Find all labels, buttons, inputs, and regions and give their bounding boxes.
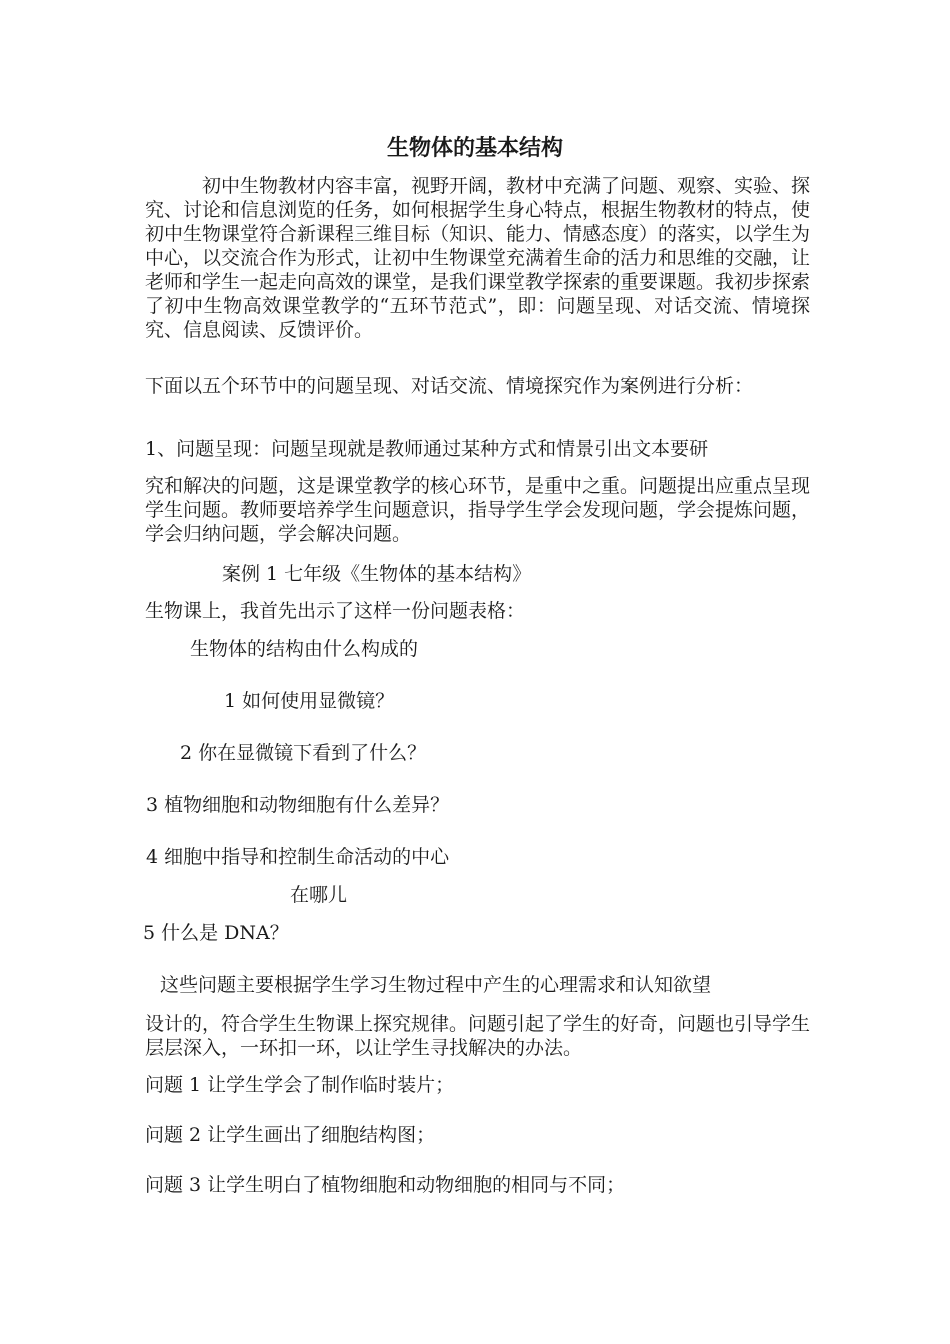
result-2: 问题 2 让学生画出了细胞结构图； — [145, 1124, 436, 1146]
result-3: 问题 3 让学生明白了植物细胞和动物细胞的相同与不同； — [145, 1174, 626, 1196]
question-3: 3 植物细胞和动物细胞有什么差异？ — [146, 794, 450, 816]
result-1: 问题 1 让学生学会了制作临时装片； — [145, 1074, 455, 1096]
case-lead: 生物课上，我首先出示了这样一份问题表格： — [145, 600, 526, 622]
analysis-paragraph: 设计的，符合学生生物课上探究规律。问题引起了学生的好奇，问题也引导学生层层深入，一环扣一环，以让学生寻找解决的办法。 — [145, 1013, 811, 1059]
section1-heading-line: 1、问题呈现：问题呈现就是教师通过某种方式和情景引出文本要研 — [145, 438, 709, 460]
intro-paragraph-2: 下面以五个环节中的问题呈现、对话交流、情境探究作为案例进行分析： — [145, 375, 754, 397]
case-title: 案例 1 七年级《生物体的基本结构》 — [222, 563, 532, 585]
question-1: 1 如何使用显微镜？ — [224, 690, 395, 712]
table-header: 生物体的结构由什么构成的 — [190, 638, 419, 660]
section1-paragraph: 究和解决的问题，这是课堂教学的核心环节，是重中之重。问题提出应重点呈现学生问题。教师要培养学生问题意识，指导学生学会发现问题，学会提炼问题，学会归纳问题，学会解决问题。 — [145, 475, 811, 545]
question-5: 5 什么是 DNA？ — [143, 922, 289, 944]
page-title: 生物体的基本结构 — [386, 136, 563, 161]
analysis-first-line: 这些问题主要根据学生学习生物过程中产生的心理需求和认知欲望 — [160, 974, 712, 996]
question-2: 2 你在显微镜下看到了什么？ — [180, 742, 427, 764]
question-4: 4 细胞中指导和控制生命活动的中心 — [146, 846, 450, 868]
question-4-cont: 在哪儿 — [290, 884, 348, 906]
intro-paragraph: 初中生物教材内容丰富，视野开阔，教材中充满了问题、观察、实验、探究、讨论和信息浏览的任务，如何根据学生身心特点，根据生物教材的特点，使初中生物课堂符合新课程三维目标（知识、能力、情感态度）的落实，以学生为中心，以交流合作为形式，让初中生物课堂充满着生命的活力和思维的交融，让老师和学生一起走向高效的课堂，是我们课堂教学探索的重要课题。我初步探索了初中生物高效课堂教学的“五环节范式”，即：问题呈现、对话交流、情境探究、信息阅读、反馈评价。 — [145, 175, 811, 341]
